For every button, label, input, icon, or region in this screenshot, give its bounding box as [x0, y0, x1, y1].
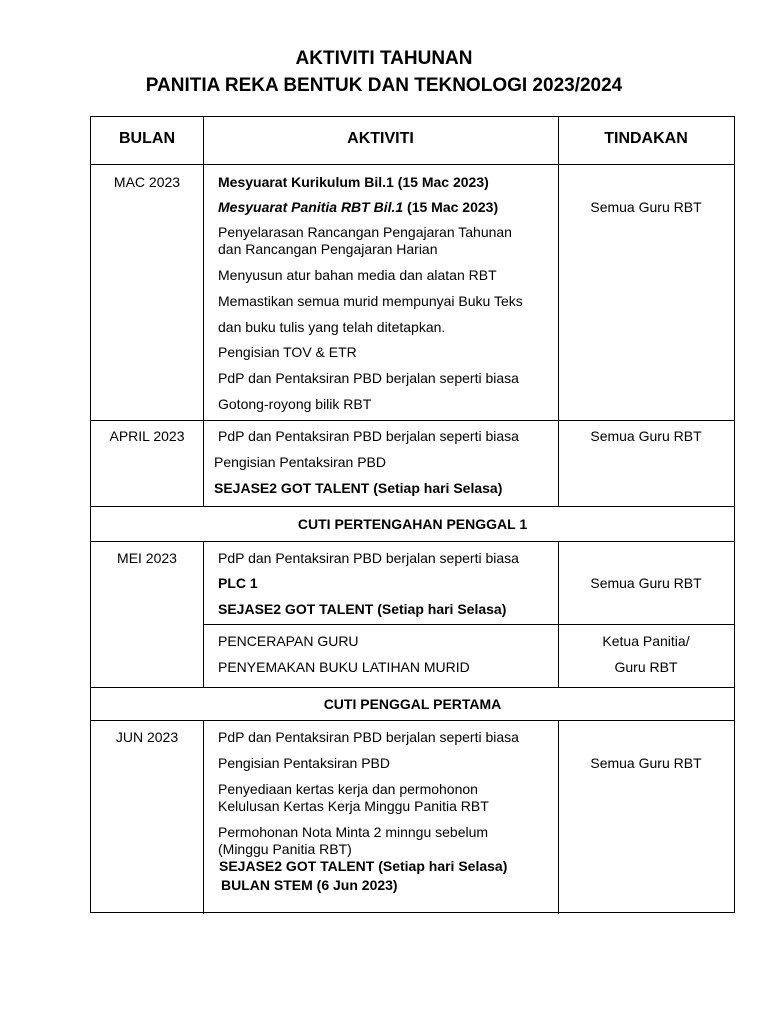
column-divider [203, 720, 204, 914]
month-mei: MEI 2023 [117, 550, 177, 566]
column-divider [558, 117, 559, 506]
activity-item: SEJASE2 GOT TALENT (Setiap hari Selasa) [219, 858, 508, 874]
row-divider [91, 720, 734, 721]
header-aktiviti: AKTIVITI [347, 130, 414, 147]
column-divider [558, 720, 559, 914]
activity-item: Penyediaan kertas kerja dan permohonon [218, 781, 478, 797]
activity-item: PdP dan Pentaksiran PBD berjalan seperti biasa [218, 729, 519, 745]
tindakan-mac: Semua Guru RBT [590, 199, 702, 215]
holiday-row: CUTI PENGGAL PERTAMA [323, 696, 502, 712]
activity-item: Gotong-royong bilik RBT [218, 396, 372, 412]
activity-item: Pengisian TOV & ETR [218, 344, 357, 360]
activity-item: Pengisian Pentaksiran PBD [214, 454, 386, 470]
activity-italic-part: Mesyuarat Panitia RBT Bil.1 [218, 199, 404, 215]
tindakan-mei-2: Ketua Panitia/ [602, 633, 690, 649]
activity-item: PdP dan Pentaksiran PBD berjalan seperti biasa [218, 428, 519, 444]
activity-item: SEJASE2 GOT TALENT (Setiap hari Selasa) [218, 601, 507, 617]
document-title: AKTIVITI TAHUNAN [295, 48, 473, 69]
header-tindakan: TINDAKAN [604, 130, 688, 147]
activity-item: SEJASE2 GOT TALENT (Setiap hari Selasa) [214, 480, 503, 496]
activity-item: Pengisian Pentaksiran PBD [218, 755, 390, 771]
row-divider [91, 506, 734, 507]
activity-item: Permohonan Nota Minta 2 minngu sebelum [218, 824, 489, 840]
column-divider [203, 541, 204, 687]
row-divider [91, 687, 734, 688]
activity-item: PdP dan Pentaksiran PBD berjalan seperti biasa [218, 370, 519, 386]
activity-item [218, 199, 498, 215]
month-april: APRIL 2023 [109, 428, 185, 444]
activity-item: Mesyuarat Kurikulum Bil.1 (15 Mac 2023) [218, 174, 489, 190]
column-divider [203, 117, 204, 506]
activity-item: PENYEMAKAN BUKU LATIHAN MURID [218, 659, 470, 675]
month-jun: JUN 2023 [115, 729, 179, 745]
activity-item-cont: dan Rancangan Pengajaran Harian [218, 241, 438, 257]
activity-item: Memastikan semua murid mempunyai Buku Teks [218, 293, 523, 309]
row-divider [91, 420, 734, 421]
activity-item: PLC 1 [218, 575, 258, 591]
tindakan-mei-2-cont: Guru RBT [614, 659, 678, 675]
activity-item-cont: Kelulusan Kertas Kerja Minggu Panitia RBT [218, 798, 489, 814]
month-mac: MAC 2023 [113, 174, 181, 190]
tindakan-jun: Semua Guru RBT [590, 755, 702, 771]
activity-item: Penyelarasan Rancangan Pengajaran Tahunan [218, 224, 512, 240]
document-subtitle: PANITIA REKA BENTUK DAN TEKNOLOGI 2023/2024 [145, 75, 623, 96]
activity-rest-part: (15 Mac 2023) [403, 199, 499, 215]
tindakan-mei: Semua Guru RBT [590, 575, 702, 591]
row-divider [91, 164, 734, 165]
activity-item: PdP dan Pentaksiran PBD berjalan seperti biasa [218, 550, 519, 566]
holiday-row: CUTI PERTENGAHAN PENGGAL 1 [297, 516, 528, 532]
row-divider [203, 624, 734, 625]
activity-item-cont: (Minggu Panitia RBT) [218, 841, 352, 857]
row-divider [91, 541, 734, 542]
activity-table [90, 116, 735, 913]
activity-item: BULAN STEM (6 Jun 2023) [221, 877, 398, 893]
activity-item: dan buku tulis yang telah ditetapkan. [218, 319, 446, 335]
activity-item: PENCERAPAN GURU [218, 633, 359, 649]
activity-item: Menyusun atur bahan media dan alatan RBT [218, 267, 497, 283]
tindakan-april: Semua Guru RBT [590, 428, 702, 444]
header-bulan: BULAN [119, 130, 175, 147]
